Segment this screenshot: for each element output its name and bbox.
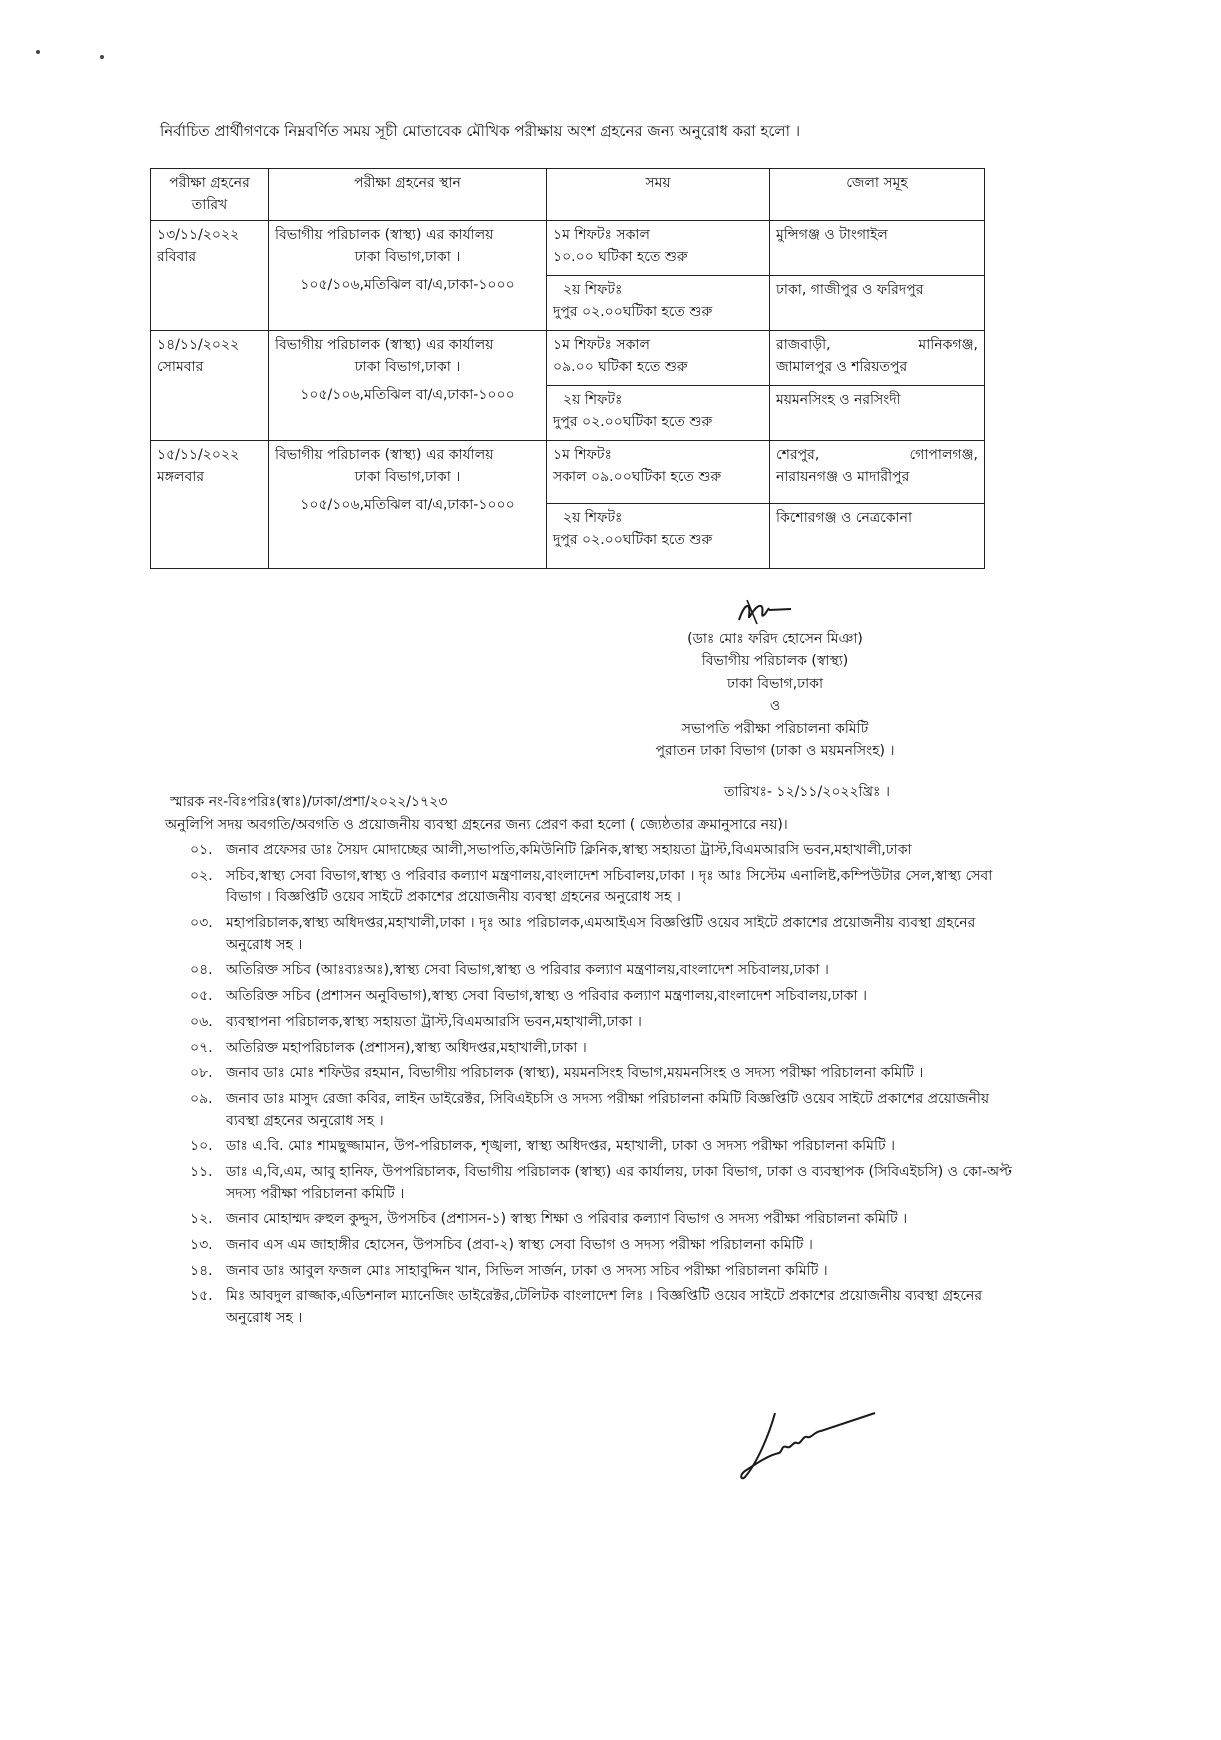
list-number: ০৫. — [190, 988, 213, 1005]
date-cell — [151, 221, 269, 331]
schedule-table — [150, 168, 985, 569]
list-text: অতিরিক্ত সচিব (প্রশাসন অনুবিভাগ),স্বাস্থ্য সেবা বিভাগ,স্বাস্থ্য ও পরিবার কল্যাণ মন্ত্রণালয়,বাংলাদেশ সচিবালয়,ঢাকা । — [226, 988, 868, 1005]
list-item — [190, 1209, 1020, 1231]
list-item — [190, 960, 1020, 982]
signatory-division: পুরাতন ঢাকা বিভাগ (ঢাকা ও ময়মনসিংহ) । — [655, 742, 895, 759]
list-number: ১২. — [190, 1211, 213, 1228]
districts-cell — [770, 441, 985, 504]
shift-label: ২য় শিফটঃ — [563, 510, 623, 527]
place-line: বিভাগীয় পরিচালক (স্বাস্থ্য) এর কার্যালয় — [275, 337, 494, 354]
place-line: ১০৫/১০৬,মতিঝিল বা/এ,ঢাকা-১০০০ — [300, 496, 515, 513]
list-text: সচিব,স্বাস্থ্য সেবা বিভাগ,স্বাস্থ্য ও পরিবার কল্যাণ মন্ত্রণালয়,বাংলাদেশ সচিবালয়,ঢাকা । দৃঃ আঃ সিস্টেম এনালিষ্ট,কম্পিউটার সেল,স্বাস্থ্য সেবা বিভাগ । বিজ্ঞপ্তিটি ওয়েব সাইটে প্রকাশের প্রয়োজনীয় ব্যবস্থা গ্রহনের অনুরোধ সহ । — [226, 867, 993, 906]
list-number: ০২. — [190, 867, 213, 884]
signatory-title: বিভাগীয় পরিচালক (স্বাস্থ্য) — [701, 653, 849, 670]
shift-cell — [547, 331, 770, 386]
list-item — [190, 986, 1020, 1008]
signatory-block — [560, 628, 990, 762]
table-row — [151, 441, 985, 504]
shift-cell — [547, 276, 770, 331]
place-line: ঢাকা বিভাগ,ঢাকা । — [354, 469, 461, 486]
place-line: ১০৫/১০৬,মতিঝিল বা/এ,ঢাকা-১০০০ — [300, 386, 515, 403]
districts-line — [776, 335, 978, 357]
shift-label: ১ম শিফটঃ সকাল — [553, 337, 650, 354]
districts-line: জামালপুর ও শরিয়তপুর — [776, 359, 908, 376]
districts-cell: ঢাকা, গাজীপুর ও ফরিদপুর — [770, 276, 985, 331]
place-cell — [269, 441, 547, 569]
list-item — [190, 1038, 1020, 1060]
date-cell — [151, 331, 269, 441]
date-cell — [151, 441, 269, 569]
list-text: জনাব ডাঃ আবুল ফজল মোঃ সাহাবুদ্দিন খান, সিভিল সার্জন, ঢাকা ও সদস্য সচিব পরীক্ষা পরিচালনা কমিটি । — [226, 1262, 828, 1279]
list-text: জনাব প্রফেসর ডাঃ সৈয়দ মোদাচ্ছের আলী,সভাপতি,কমিউনিটি ক্লিনিক,স্বাস্থ্য সহায়তা ট্রাস্ট,বিএমআরসি ভবন,মহাখালী,ঢাকা — [226, 842, 912, 858]
exam-day: মঙ্গলবার — [157, 469, 205, 486]
header-time: সময় — [547, 169, 770, 221]
districts-cell: ময়মনসিংহ ও নরসিংদী — [770, 386, 985, 441]
shift-label: ১ম শিফটঃ সকাল — [553, 227, 650, 244]
table-row — [151, 331, 985, 386]
place-line: ঢাকা বিভাগ,ঢাকা । — [354, 249, 461, 266]
districts-line — [776, 445, 978, 467]
list-item — [190, 1063, 1020, 1085]
districts-cell — [770, 331, 985, 386]
list-text: ডাঃ এ,বি,এম, আবু হানিফ, উপপরিচালক, বিভাগীয় পরিচালক (স্বাস্থ্য) এর কার্যালয়, ঢাকা বিভাগ, ঢাকা ও ব্যবস্থাপক (সিবিএইচসি) ও কো-অপ্ট সদস্য পরীক্ষা পরিচালনা কমিটি । — [226, 1163, 1012, 1202]
districts-cell: মুন্সিগঞ্জ ও টাংগাইল — [770, 221, 985, 276]
district: গোপালগঞ্জ, — [909, 447, 978, 464]
list-item — [190, 1235, 1020, 1257]
shift-label: ২য় শিফটঃ — [563, 282, 623, 299]
list-item — [190, 866, 1020, 909]
exam-day: সোমবার — [157, 359, 204, 376]
header-date: পরীক্ষা গ্রহনের তারিখ — [151, 169, 269, 221]
shift-time: দুপুর ০২.০০ঘটিকা হতে শুরু — [553, 532, 713, 549]
shift-label: ১ম শিফটঃ — [553, 447, 612, 464]
list-number: ০১. — [190, 842, 213, 858]
list-text: জনাব এস এম জাহাঙ্গীর হোসেন, উপসচিব (প্রবা-২) স্বাস্থ্য সেবা বিভাগ ও সদস্য পরীক্ষা পরিচালনা কমিটি । — [226, 1237, 813, 1253]
list-text: জনাব ডাঃ মাসুদ রেজা কবির, লাইন ডাইরেক্টর, সিবিএইচসি ও সদস্য পরীক্ষা পরিচালনা কমিটি বিজ্ঞপ্তিটি ওয়েব সাইটে প্রকাশের প্রয়োজনীয় ব্যবস্থা গ্রহনের অনুরোধ সহ । — [226, 1090, 990, 1129]
list-number: ১৫. — [190, 1288, 213, 1305]
exam-date: ১৫/১১/২০২২ — [157, 447, 240, 464]
list-item — [190, 1261, 1020, 1283]
list-text: ব্যবস্থাপনা পরিচালক,স্বাস্থ্য সহায়তা ট্রাস্ট,বিএমআরসি ভবন,মহাখালী,ঢাকা । — [226, 1013, 642, 1030]
district: শেরপুর, — [776, 447, 820, 464]
list-number: ১৪. — [190, 1262, 213, 1279]
list-text: ডাঃ এ.বি. মোঃ শামছুজ্জামান, উপ-পরিচালক, শৃঙ্খলা, স্বাস্থ্য অধিদপ্তর, মহাখালী, ঢাকা ও সদস্য পরীক্ষা পরিচালনা কমিটি । — [226, 1138, 896, 1155]
signatory-and: ও — [769, 698, 781, 715]
districts-cell: কিশোরগঞ্জ ও নেত্রকোনা — [770, 504, 985, 569]
place-line: বিভাগীয় পরিচালক (স্বাস্থ্য) এর কার্যালয় — [275, 447, 494, 464]
shift-time: দুপুর ০২.০০ঘটিকা হতে শুরু — [553, 304, 713, 321]
list-number: ১০. — [190, 1138, 213, 1155]
district: মানিকগঞ্জ, — [918, 337, 978, 354]
list-item — [190, 840, 1020, 862]
signatory-role: সভাপতি পরীক্ষা পরিচালনা কমিটি — [681, 720, 869, 737]
shift-cell — [547, 441, 770, 504]
list-item — [190, 1012, 1020, 1034]
place-cell — [269, 331, 547, 441]
shift-time: দুপুর ০২.০০ঘটিকা হতে শুরু — [553, 414, 713, 431]
list-item — [190, 1089, 1020, 1132]
shift-label: ২য় শিফটঃ — [563, 392, 623, 409]
place-cell — [269, 221, 547, 331]
signatory-office: ঢাকা বিভাগ,ঢাকা — [726, 675, 824, 692]
place-line: বিভাগীয় পরিচালক (স্বাস্থ্য) এর কার্যালয় — [275, 227, 494, 244]
memo-date: তারিখঃ- ১২/১১/২০২২খ্রিঃ । — [724, 784, 890, 800]
list-text: অতিরিক্ত মহাপরিচালক (প্রশাসন),স্বাস্থ্য অধিদপ্তর,মহাখালী,ঢাকা । — [226, 1039, 587, 1056]
list-text: মহাপরিচালক,স্বাস্থ্য অধিদপ্তর,মহাখালী,ঢাকা । দৃঃ আঃ পরিচালক,এমআইএস বিজ্ঞপ্তিটি ওয়েব সাইটে প্রকাশের প্রয়োজনীয় ব্যবস্থা গ্রহনের অনুরোধ সহ । — [226, 915, 976, 953]
scan-mark — [36, 50, 40, 54]
list-text: মিঃ আবদুল রাজ্জাক,এডিশনাল ম্যানেজিং ডাইরেক্টর,টেলিটক বাংলাদেশ লিঃ । বিজ্ঞপ্তিটি ওয়েব সাইটে প্রকাশের প্রয়োজনীয় ব্যবস্থা গ্রহনের অনুরোধ সহ । — [226, 1288, 983, 1327]
list-text: অতিরিক্ত সচিব (আঃব্যঃঅঃ),স্বাস্থ্য সেবা বিভাগ,স্বাস্থ্য ও পরিবার কল্যাণ মন্ত্রণালয়,বাংলাদেশ সচিবালয়,ঢাকা । — [226, 962, 829, 979]
cc-lead: অনুলিপি সদয় অবগতি/অবগতি ও প্রয়োজনীয় ব্যবস্থা গ্রহনের জন্য প্রেরণ করা হলো ( জ্যেষ্ঠতার ক্রমানুসারে নয়)। — [165, 817, 788, 833]
list-number: ০৩. — [190, 915, 213, 932]
shift-time: ০৯.০০ ঘটিকা হতে শুরু — [553, 359, 688, 376]
exam-date: ১৪/১১/২০২২ — [157, 337, 240, 354]
exam-date: ১৩/১১/২০২২ — [157, 227, 240, 244]
list-item — [190, 1286, 1020, 1329]
list-item — [190, 1136, 1020, 1158]
shift-time: ১০.০০ ঘটিকা হতে শুরু — [553, 249, 688, 266]
cc-list — [190, 840, 1020, 1334]
list-item — [190, 1162, 1020, 1205]
list-number: ০৮. — [190, 1065, 213, 1082]
signatory-name: (ডাঃ মোঃ ফরিদ হোসেন মিঞা) — [687, 631, 863, 647]
list-text: জনাব মোহাম্মদ রুহুল কুদ্দুস, উপসচিব (প্রশাসন-১) স্বাস্থ্য শিক্ষা ও পরিবার কল্যাণ বিভাগ ও সদস্য পরীক্ষা পরিচালনা কমিটি । — [226, 1211, 908, 1228]
list-number: ১৩. — [190, 1237, 213, 1253]
exam-day: রবিবার — [157, 249, 197, 266]
table-header-row — [151, 169, 985, 221]
list-number: ০৯. — [190, 1090, 213, 1107]
districts-line: নারায়নগঞ্জ ও মাদারীপুর — [776, 469, 910, 486]
header-place: পরীক্ষা গ্রহনের স্থান — [269, 169, 547, 221]
signature-image — [735, 1405, 885, 1485]
list-number: ১১. — [190, 1163, 213, 1180]
list-number: ০৬. — [190, 1013, 213, 1030]
list-item — [190, 913, 1020, 956]
memo-number: স্মারক নং-বিঃপরিঃ(স্বাঃ)/ঢাকা/প্রশা/২০২২/১৭২৩ — [170, 794, 448, 810]
signature-image — [735, 598, 795, 628]
district: রাজবাড়ী, — [776, 337, 831, 354]
shift-cell — [547, 504, 770, 569]
scan-mark — [100, 55, 104, 59]
shift-time: সকাল ০৯.০০ঘটিকা হতে শুরু — [553, 469, 722, 486]
list-number: ০৭. — [190, 1039, 213, 1056]
intro-text: নির্বাচিত প্রার্থীগণকে নিম্নবর্ণিত সময় সূচী মোতাবেক মৌখিক পরীক্ষায় অংশ গ্রহনের জন্য অনুরোধ করা হলো । — [160, 122, 801, 140]
list-number: ০৪. — [190, 962, 213, 979]
shift-cell — [547, 386, 770, 441]
table-row — [151, 221, 985, 276]
place-line: ঢাকা বিভাগ,ঢাকা । — [354, 359, 461, 376]
header-districts: জেলা সমূহ — [770, 169, 985, 221]
place-line: ১০৫/১০৬,মতিঝিল বা/এ,ঢাকা-১০০০ — [300, 276, 515, 293]
shift-cell — [547, 221, 770, 276]
list-text: জনাব ডাঃ মোঃ শফিউর রহমান, বিভাগীয় পরিচালক (স্বাস্থ্য), ময়মনসিংহ বিভাগ,ময়মনসিংহ ও সদস্য পরীক্ষা পরিচালনা কমিটি । — [226, 1065, 924, 1082]
